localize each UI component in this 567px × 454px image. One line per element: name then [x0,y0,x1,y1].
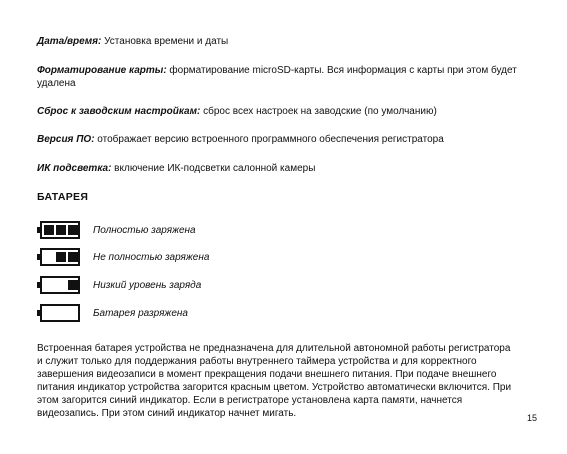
battery-cell [56,252,66,262]
definition-text: отображает версию встроенного программного обеспечения регистратора [94,134,444,145]
battery-state-label: Батарея разряжена [93,307,188,319]
definition-text: Установка времени и даты [101,36,229,47]
battery-partial-icon [40,248,80,266]
battery-state-label: Не полностью заряжена [93,251,210,263]
battery-state-full [37,220,196,240]
definition-term: Форматирование карты: [37,65,167,76]
battery-state-empty [37,303,188,323]
battery-cell [68,225,78,235]
battery-cell [68,252,78,262]
definition-ir-backlight [37,162,537,175]
battery-description-paragraph: Встроенная батарея устройства не предназначена для длительной автономной работы регистратора и служит только для поддержания работы внутреннего таймера устройства и для корректного завершения видеозаписи в момент прекращения подачи внешнего питания. При подаче внешнего питания индикатор устройства загорится красным цветом. Устройство автоматически включится. При этом загорится синий индикатор. Если в регистраторе установлена карта памяти, начнется видеозапись. При этом синий индикатор начнет мигать. [37,343,512,419]
definition-factory-reset [37,105,537,118]
definition-term: Сброс к заводским настройкам: [37,106,201,117]
battery-state-partial [37,247,209,267]
battery-empty-icon [40,304,80,322]
battery-cell [44,225,54,235]
battery-low-icon [40,276,80,294]
battery-full-icon [40,221,80,239]
definition-term: Дата/время: [37,36,102,47]
page-number: 15 [527,413,538,423]
definition-term: ИК подсветка: [37,163,112,174]
battery-state-label: Низкий уровень заряда [93,279,202,291]
battery-state-label: Полностью заряжена [93,224,196,236]
battery-section-title: БАТАРЕЯ [37,191,89,203]
definition-term: Версия ПО: [37,134,95,145]
definition-date-time [37,35,537,48]
definition-text: форматирование microSD-карты. Вся информация с карты при этом будет удалена [37,65,517,89]
definition-software-version [37,133,537,146]
definition-format-card [37,64,537,90]
definition-text: сброс всех настроек на заводские (по умолчанию) [200,106,437,117]
definition-text: включение ИК-подсветки салонной камеры [111,163,316,174]
battery-cell [68,280,78,290]
battery-cell [56,225,66,235]
battery-state-low [37,275,201,295]
